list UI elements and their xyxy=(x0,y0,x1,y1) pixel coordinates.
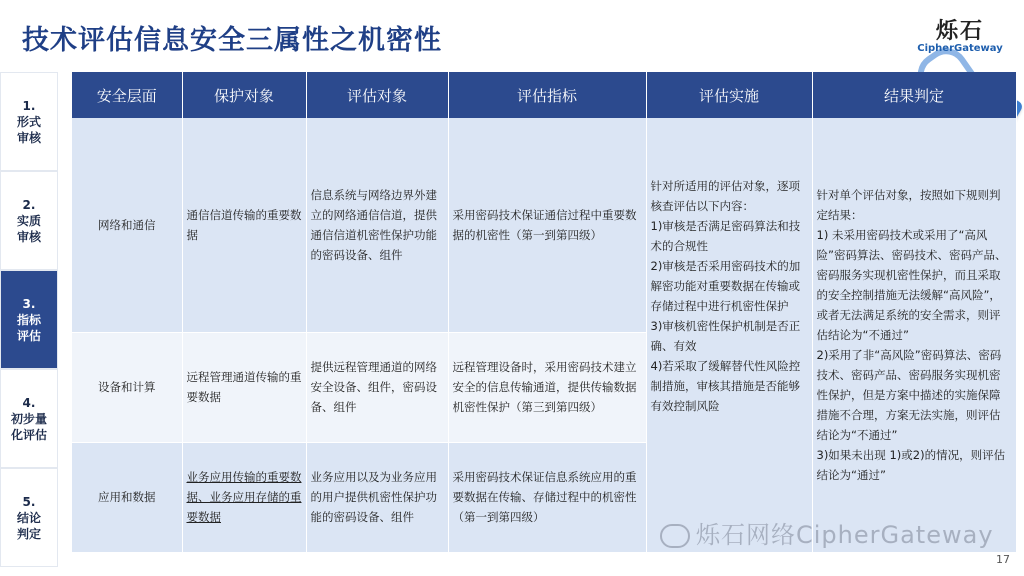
nav-item-5[interactable] xyxy=(0,468,58,567)
watermark xyxy=(660,515,994,550)
page-number: 17 xyxy=(996,553,1010,566)
cell-judgement: 针对单个评估对象，按照如下规则判定结果： 1) 未采用密码技术或采用了“高风险”密码算法、密码技术、密码产品、密码服务实现机密性保护，而且采取的安全控制措施无法缓解“高风险”，或者无法满足系统的安全需求，则评估结论为“不通过” 2)采用了非“高风险”密码算法、密码技术、密码产品、密码服务实现机密性保护，但是方案中描述的实施保障措施不合理，方案无法实施，则评估结论为“不通过” 3)如果未出现 1)或2)的情况，则评估结论为“通过” xyxy=(812,118,1016,552)
cell-indicator: 采用密码技术保证通信过程中重要数据的机密性（第一到第四级） xyxy=(448,118,646,332)
nav-label: 1. 形式 审核 xyxy=(16,98,41,145)
header-protect: 保护对象 xyxy=(182,72,306,118)
cell-implementation: 针对所适用的评估对象，逐项核查评估以下内容： 1)审核是否满足密码算法和技术的合规性 2)审核是否采用密码技术的加解密功能对重要数据在传输或存储过程中进行机密性保护 3)审核机密性保护机制是否正确、有效 4)若采取了缓解替代性风险控制措施，审核其措施是否能够有效控制风险 xyxy=(646,118,812,552)
cell-layer: 设备和计算 xyxy=(72,332,182,442)
watermark-text: 烁石网络CipherGateway xyxy=(696,521,994,549)
cell-layer: 应用和数据 xyxy=(72,442,182,552)
nav-item-4[interactable] xyxy=(0,369,58,468)
nav-label: 5. 结论 判定 xyxy=(16,494,41,541)
nav-item-2[interactable] xyxy=(0,171,58,270)
wechat-icon xyxy=(660,524,690,548)
header-implementation: 评估实施 xyxy=(646,72,812,118)
nav-item-3[interactable] xyxy=(0,270,58,369)
header-judgement: 结果判定 xyxy=(812,72,1016,118)
nav-label: 4. 初步量 化评估 xyxy=(10,395,47,442)
assessment-table xyxy=(72,72,1016,550)
header-eval-obj: 评估对象 xyxy=(306,72,448,118)
cell-eval-obj: 信息系统与网络边界外建立的网络通信信道，提供通信信道机密性保护功能的密码设备、组件 xyxy=(306,118,448,332)
nav-label: 2. 实质 审核 xyxy=(16,197,41,244)
cell-eval-obj: 业务应用以及为业务应用的用户提供机密性保护功能的密码设备、组件 xyxy=(306,442,448,552)
cell-protect: 远程管理通道传输的重要数据 xyxy=(182,332,306,442)
logo-en: CipherGateway xyxy=(917,43,1003,54)
cell-layer: 网络和通信 xyxy=(72,118,182,332)
cell-indicator: 远程管理设备时，采用密码技术建立安全的信息传输通道，提供传输数据机密性保护（第三到第四级） xyxy=(448,332,646,442)
cell-eval-obj: 提供远程管理通道的网络安全设备、组件，密码设备、组件 xyxy=(306,332,448,442)
page-title: 技术评估信息安全三属性之机密性 xyxy=(22,25,442,56)
nav-label: 3. 指标 评估 xyxy=(16,296,41,343)
cell-indicator: 采用密码技术保证信息系统应用的重要数据在传输、存储过程中的机密性（第一到第四级） xyxy=(448,442,646,552)
brand-logo xyxy=(905,14,1015,54)
side-nav xyxy=(0,72,58,567)
header-indicator: 评估指标 xyxy=(448,72,646,118)
cell-protect: 通信信道传输的重要数据 xyxy=(182,118,306,332)
header-layer: 安全层面 xyxy=(72,72,182,118)
logo-cn: 烁石 xyxy=(935,19,984,44)
cell-protect: 业务应用传输的重要数据、业务应用存储的重要数据 xyxy=(182,442,306,552)
nav-item-1[interactable] xyxy=(0,72,58,171)
table-row xyxy=(72,118,1016,332)
